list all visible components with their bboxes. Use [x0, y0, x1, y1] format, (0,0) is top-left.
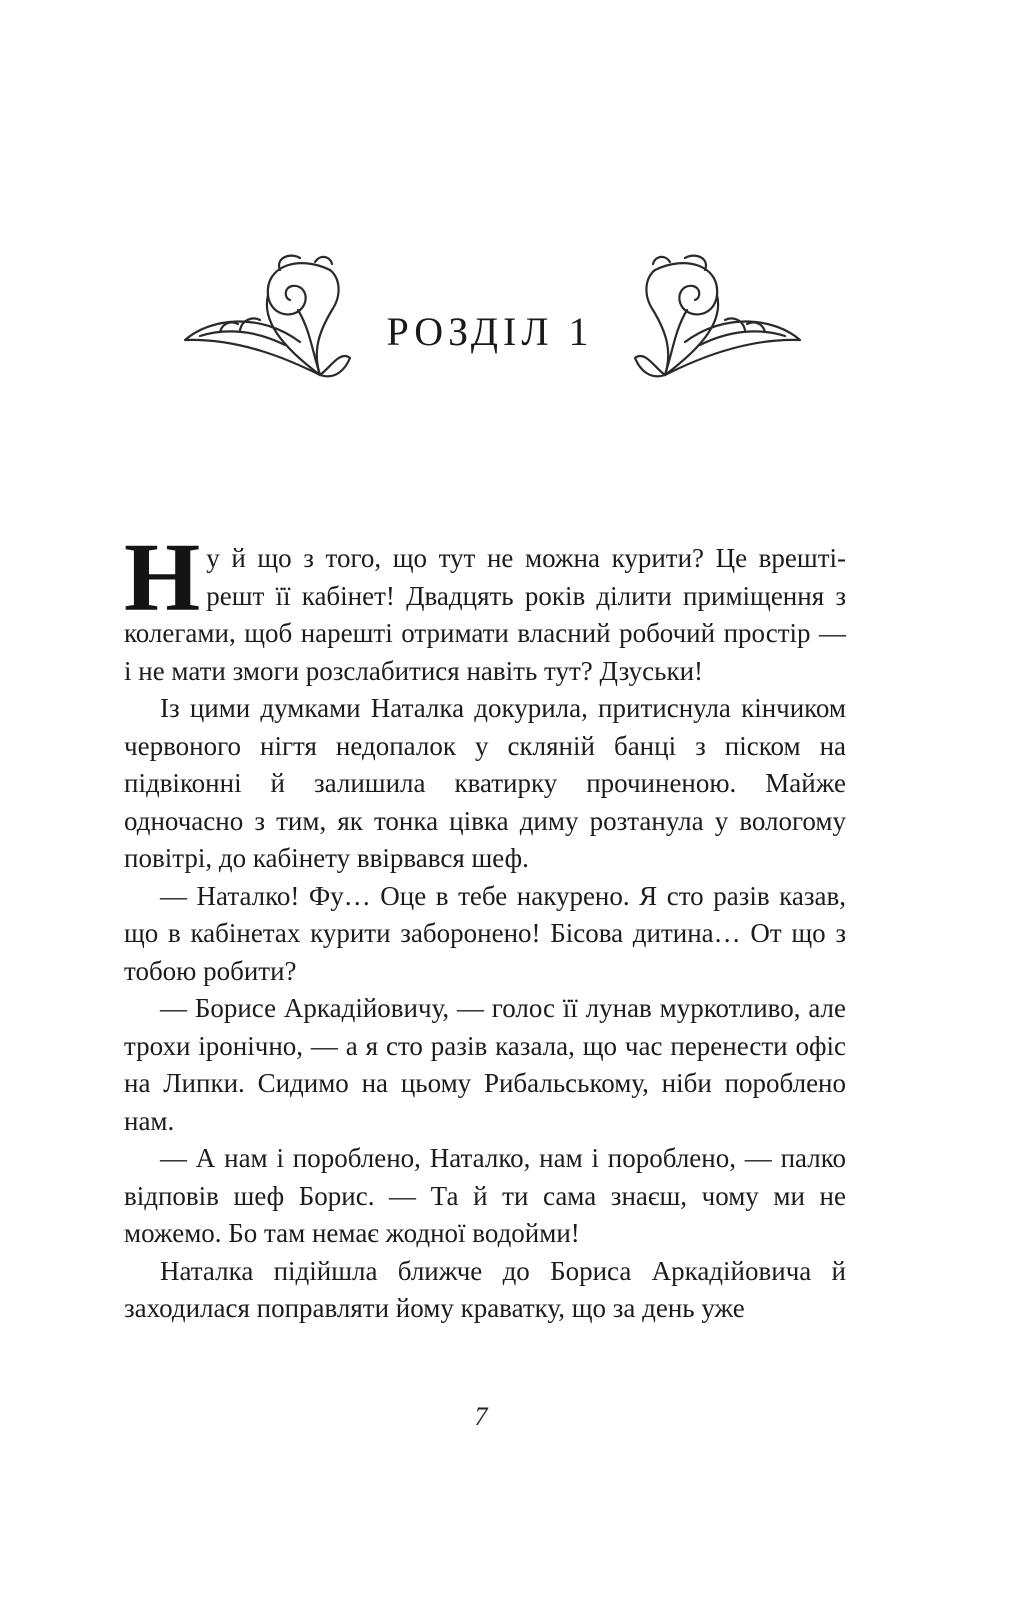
paragraph: — А нам і пороблено, Наталко, нам і пороблено, — палко відповів шеф Борис. — Та й ти сама знаєш, чому ми не можемо. Бо там немає жодної водойми! [124, 1143, 846, 1248]
chapter-body [124, 524, 846, 1328]
chapter-title: РОЗДІЛ 1 [386, 309, 594, 354]
drop-cap: Н [124, 524, 201, 632]
page-number: 7 [474, 1402, 488, 1431]
paragraph-text: у й що з того, що тут не можна курити? Це врешті-решт її кабінет! Двадцять років ділити приміщення з колегами, щоб нарешті отримати власний робочий простір — і не мати змоги розслабитися навіть тут? Дзуськи! [124, 543, 846, 686]
paragraph: — Борисе Аркадійовичу, — голос її лунав муркотливо, але трохи іронічно, — а я сто разів казала, що час перенести офіс на Липки. Сидимо на цьому Рибальському, ніби пороблено нам. [124, 993, 846, 1136]
paragraph: Із цими думками Наталка докурила, притиснула кінчиком червоного нігтя недопалок у скляній банці з піском на підвіконні й залишила кватирку прочиненою. Майже одночасно з тим, як тонка цівка диму розтанула у вологому повітрі, до кабінету ввірвався шеф. [124, 693, 846, 873]
right-ornament-icon [630, 250, 805, 390]
paragraph: — Наталко! Фу… Оце в тебе накурено. Я сто разів казав, що в кабінетах курити заборонено! Бісова дитина… От що з тобою робити? [124, 880, 846, 986]
paragraph: Наталка підійшла ближче до Бориса Аркадійовича й заходилася поправляти йому краватку, що за день уже [124, 1255, 846, 1323]
paragraph [124, 524, 846, 690]
